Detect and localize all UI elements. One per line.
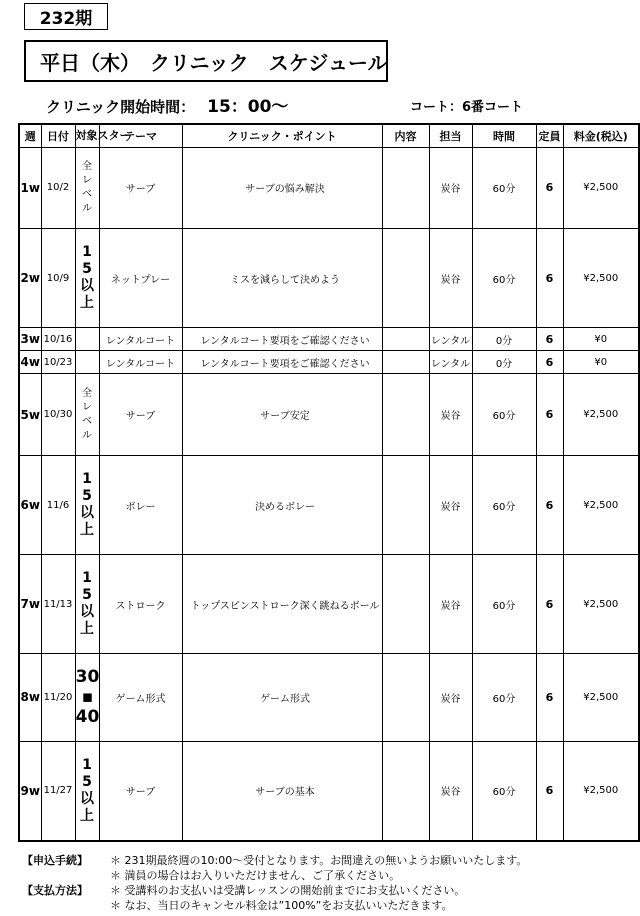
price-cell: ¥0 [563,351,639,374]
target-cell [75,374,99,456]
target-cell [75,147,99,229]
court-label: コート：6番コート [410,100,524,115]
note-label-spacer [22,898,110,913]
target-label: 15以上 [80,756,94,824]
target-cell [75,555,99,654]
application-label: 【申込手続】 [22,854,88,867]
coach-cell: 炭谷 [429,456,472,555]
content-cell [382,741,429,841]
point-cell: レンタルコート要項をご確認ください [182,351,382,374]
coach-cell: 炭谷 [429,229,472,328]
theme-cell: ボレー [99,456,182,555]
theme-cell: レンタルコート [99,351,182,374]
content-cell [382,374,429,456]
date-cell: 11/27 [41,741,75,841]
theme-cell: レンタルコート [99,328,182,351]
note-text: ＊ なお、当日のキャンセル料金は”100%”をお支払いいただきます。 [110,899,453,912]
target-cell [75,328,99,351]
point-cell: ミスを減らして決めよう [182,229,382,328]
duration-cell: 60分 [472,741,536,841]
duration-cell: 60分 [472,229,536,328]
table-row [19,456,639,555]
coach-cell: 炭谷 [429,741,472,841]
point-cell: サーブの基本 [182,741,382,841]
price-cell: ¥2,500 [563,374,639,456]
week-cell: 8w [19,654,41,742]
schedule-body [19,147,639,841]
header-coach: 担当 [429,124,472,147]
duration-cell: 60分 [472,555,536,654]
table-row [19,741,639,841]
coach-cell: 炭谷 [429,147,472,229]
header-duration: 時間 [472,124,536,147]
date-cell: 11/13 [41,555,75,654]
content-cell [382,229,429,328]
date-cell: 11/20 [41,654,75,742]
theme-cell: サーブ [99,741,182,841]
date-cell: 11/6 [41,456,75,555]
week-cell: 7w [19,555,41,654]
theme-cell: ゲーム形式 [99,654,182,742]
content-cell [382,555,429,654]
price-cell: ¥2,500 [563,654,639,742]
header-date: 日付 [41,124,75,147]
capacity-cell: 6 [536,328,563,351]
price-cell: ¥2,500 [563,741,639,841]
target-cell [75,654,99,742]
header-week: 週 [19,124,41,147]
header-capacity: 定員 [536,124,563,147]
capacity-cell: 6 [536,654,563,742]
header-theme: テーマ [99,124,182,147]
content-cell [382,456,429,555]
theme-cell: ストローク [99,555,182,654]
date-cell: 10/2 [41,147,75,229]
duration-cell: 60分 [472,147,536,229]
table-row [19,555,639,654]
capacity-cell: 6 [536,374,563,456]
price-cell: ¥2,500 [563,147,639,229]
target-cell [75,456,99,555]
capacity-cell: 6 [536,456,563,555]
week-cell: 1w [19,147,41,229]
note-text: ＊ 231期最終週の10:00～受付となります。お間違えの無いようお願いいたします。 [110,854,528,867]
theme-cell: サーブ [99,374,182,456]
week-cell: 4w [19,351,41,374]
point-cell: トップスピンストローク深く跳ねるボール [182,555,382,654]
target-label: 30 ▪ 40 [75,667,100,728]
capacity-cell: 6 [536,229,563,328]
target-label: 全レベル [82,387,92,441]
week-cell: 9w [19,741,41,841]
page-title: 平日（木） クリニック スケジュール [24,40,388,82]
price-cell: ¥2,500 [563,229,639,328]
week-cell: 5w [19,374,41,456]
theme-cell: ネットプレー [99,229,182,328]
table-row [19,229,639,328]
note-label-spacer [22,868,110,883]
duration-cell: 60分 [472,654,536,742]
note-text: ＊ 満員の場合はお入りいただけません、ご了承ください。 [110,869,401,882]
capacity-cell: 6 [536,741,563,841]
capacity-cell: 6 [536,351,563,374]
header-content: 内容 [382,124,429,147]
price-cell: ¥2,500 [563,456,639,555]
price-cell: ¥0 [563,328,639,351]
date-cell: 10/30 [41,374,75,456]
week-cell: 2w [19,229,41,328]
payment-label: 【支払方法】 [22,884,88,897]
start-time-line [46,92,288,117]
coach-cell: レンタル [429,328,472,351]
point-cell: ゲーム形式 [182,654,382,742]
target-label: 15以上 [80,570,94,638]
point-cell: サーブの悩み解決 [182,147,382,229]
duration-cell: 60分 [472,374,536,456]
week-cell: 3w [19,328,41,351]
target-label: 15以上 [80,244,94,312]
note-payment-1 [22,883,527,898]
duration-cell: 0分 [472,328,536,351]
note-application-2 [22,868,527,883]
target-label: 15以上 [80,471,94,539]
point-cell: サーブ安定 [182,374,382,456]
coach-cell: 炭谷 [429,654,472,742]
duration-cell: 0分 [472,351,536,374]
start-time-value: 15：00～ [207,97,289,117]
note-text: ＊ 受講料のお支払いは受講レッスンの開始前までにお支払いください。 [110,884,466,897]
content-cell [382,328,429,351]
table-row [19,351,639,374]
coach-cell: 炭谷 [429,374,472,456]
point-cell: 決めるボレー [182,456,382,555]
content-cell [382,351,429,374]
start-time-label: クリニック開始時間： [46,98,196,116]
note-application-1 [22,853,527,868]
coach-cell: 炭谷 [429,555,472,654]
schedule-table [18,123,640,842]
capacity-cell: 6 [536,147,563,229]
term-label: 232期 [24,3,108,30]
header-price: 料金(税込) [563,124,639,147]
coach-cell: レンタル [429,351,472,374]
duration-cell: 60分 [472,456,536,555]
date-cell: 10/23 [41,351,75,374]
table-row [19,328,639,351]
date-cell: 10/9 [41,229,75,328]
capacity-cell: 6 [536,555,563,654]
theme-cell: サーブ [99,147,182,229]
target-cell [75,229,99,328]
header-target: 対象スター [75,124,99,147]
table-row [19,654,639,742]
header-point: クリニック・ポイント [182,124,382,147]
content-cell [382,147,429,229]
content-cell [382,654,429,742]
point-cell: レンタルコート要項をご確認ください [182,328,382,351]
target-cell [75,351,99,374]
notes-section [22,853,527,913]
table-header-row [19,124,639,147]
week-cell: 6w [19,456,41,555]
target-cell [75,741,99,841]
price-cell: ¥2,500 [563,555,639,654]
table-row [19,147,639,229]
target-label: 全レベル [82,160,92,214]
table-row [19,374,639,456]
note-payment-2 [22,898,527,913]
date-cell: 10/16 [41,328,75,351]
